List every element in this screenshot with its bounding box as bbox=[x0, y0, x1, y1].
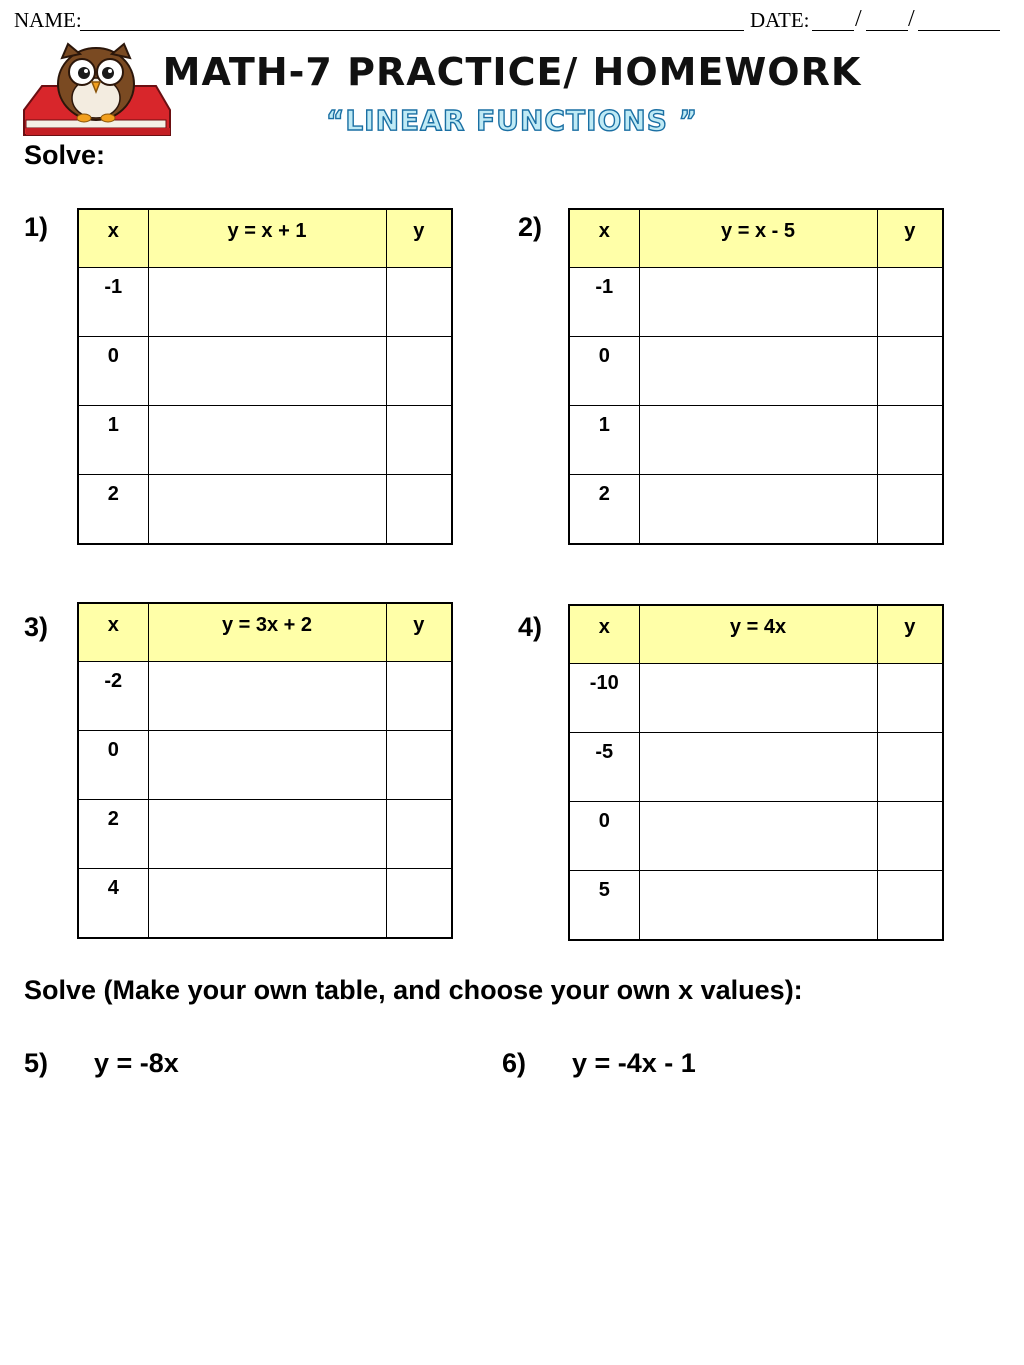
work-cell[interactable] bbox=[639, 475, 877, 545]
problem-number: 5) bbox=[24, 1048, 49, 1078]
x-header: x bbox=[78, 209, 148, 268]
y-header: y bbox=[877, 605, 943, 664]
y-cell[interactable] bbox=[877, 475, 943, 545]
x-value: 0 bbox=[78, 731, 148, 800]
work-cell[interactable] bbox=[639, 733, 877, 802]
name-field[interactable] bbox=[80, 30, 744, 31]
table-row bbox=[78, 869, 452, 939]
y-cell[interactable] bbox=[386, 337, 452, 406]
x-value: -1 bbox=[569, 268, 639, 337]
x-value: -10 bbox=[569, 664, 639, 733]
work-cell[interactable] bbox=[639, 268, 877, 337]
date-label: DATE: bbox=[750, 8, 810, 32]
x-value: 5 bbox=[569, 871, 639, 941]
table-row bbox=[78, 406, 452, 475]
y-cell[interactable] bbox=[386, 475, 452, 545]
y-cell[interactable] bbox=[877, 664, 943, 733]
table-row bbox=[78, 731, 452, 800]
solve-label: Solve: bbox=[24, 140, 106, 170]
work-cell[interactable] bbox=[148, 662, 386, 731]
work-cell[interactable] bbox=[639, 664, 877, 733]
y-cell[interactable] bbox=[877, 871, 943, 941]
y-header: y bbox=[877, 209, 943, 268]
table-row bbox=[569, 871, 943, 941]
function-table-1 bbox=[77, 208, 453, 545]
work-cell[interactable] bbox=[148, 800, 386, 869]
date-separator: / bbox=[855, 6, 862, 32]
x-header: x bbox=[569, 605, 639, 664]
table-row bbox=[78, 800, 452, 869]
x-value: -5 bbox=[569, 733, 639, 802]
name-label: NAME: bbox=[14, 8, 82, 32]
table-row bbox=[78, 662, 452, 731]
x-value: -2 bbox=[78, 662, 148, 731]
function-header: y = 3x + 2 bbox=[148, 603, 386, 662]
problem-number: 1) bbox=[24, 212, 49, 242]
x-value: 0 bbox=[569, 337, 639, 406]
y-cell[interactable] bbox=[386, 268, 452, 337]
x-header: x bbox=[78, 603, 148, 662]
y-header: y bbox=[386, 603, 452, 662]
y-cell[interactable] bbox=[877, 802, 943, 871]
date-day-field[interactable] bbox=[866, 30, 908, 31]
table-row bbox=[569, 802, 943, 871]
work-cell[interactable] bbox=[639, 871, 877, 941]
y-cell[interactable] bbox=[386, 800, 452, 869]
problem-number: 2) bbox=[518, 212, 543, 242]
x-value: 2 bbox=[78, 475, 148, 545]
x-value: 1 bbox=[78, 406, 148, 475]
table-row bbox=[569, 337, 943, 406]
function-header: y = x + 1 bbox=[148, 209, 386, 268]
section-instructions: Solve (Make your own table, and choose your own x values): bbox=[24, 975, 803, 1005]
table-row bbox=[569, 406, 943, 475]
function-header: y = x - 5 bbox=[639, 209, 877, 268]
function-table-3 bbox=[77, 602, 453, 939]
table-row bbox=[78, 268, 452, 337]
page-subtitle: “LINEAR FUNCTIONS ” bbox=[325, 104, 699, 137]
y-cell[interactable] bbox=[386, 869, 452, 939]
table-row bbox=[569, 664, 943, 733]
x-value: 0 bbox=[569, 802, 639, 871]
table-row bbox=[569, 268, 943, 337]
x-value: -1 bbox=[78, 268, 148, 337]
work-cell[interactable] bbox=[148, 268, 386, 337]
y-cell[interactable] bbox=[386, 731, 452, 800]
problem-number: 4) bbox=[518, 612, 543, 642]
work-cell[interactable] bbox=[639, 337, 877, 406]
y-cell[interactable] bbox=[386, 662, 452, 731]
y-cell[interactable] bbox=[877, 337, 943, 406]
y-cell[interactable] bbox=[877, 733, 943, 802]
equation-text: y = -8x bbox=[94, 1048, 179, 1078]
problem-number: 3) bbox=[24, 612, 49, 642]
x-value: 1 bbox=[569, 406, 639, 475]
function-header: y = 4x bbox=[639, 605, 877, 664]
work-cell[interactable] bbox=[639, 802, 877, 871]
y-cell[interactable] bbox=[386, 406, 452, 475]
page-title: MATH-7 PRACTICE/ HOMEWORK bbox=[162, 50, 862, 94]
work-cell[interactable] bbox=[148, 406, 386, 475]
work-cell[interactable] bbox=[148, 869, 386, 939]
y-cell[interactable] bbox=[877, 406, 943, 475]
table-row bbox=[78, 337, 452, 406]
date-separator: / bbox=[908, 6, 915, 32]
x-value: 2 bbox=[569, 475, 639, 545]
function-table-2 bbox=[568, 208, 944, 545]
table-row bbox=[569, 733, 943, 802]
work-cell[interactable] bbox=[148, 337, 386, 406]
y-header: y bbox=[386, 209, 452, 268]
table-row bbox=[78, 475, 452, 545]
date-year-field[interactable] bbox=[918, 30, 1000, 31]
x-value: 2 bbox=[78, 800, 148, 869]
y-cell[interactable] bbox=[877, 268, 943, 337]
x-value: 4 bbox=[78, 869, 148, 939]
date-month-field[interactable] bbox=[812, 30, 854, 31]
problem-number: 6) bbox=[502, 1048, 527, 1078]
work-cell[interactable] bbox=[148, 731, 386, 800]
function-table-4 bbox=[568, 604, 944, 941]
x-header: x bbox=[569, 209, 639, 268]
work-cell[interactable] bbox=[148, 475, 386, 545]
work-cell[interactable] bbox=[639, 406, 877, 475]
x-value: 0 bbox=[78, 337, 148, 406]
equation-text: y = -4x - 1 bbox=[572, 1048, 696, 1078]
table-row bbox=[569, 475, 943, 545]
